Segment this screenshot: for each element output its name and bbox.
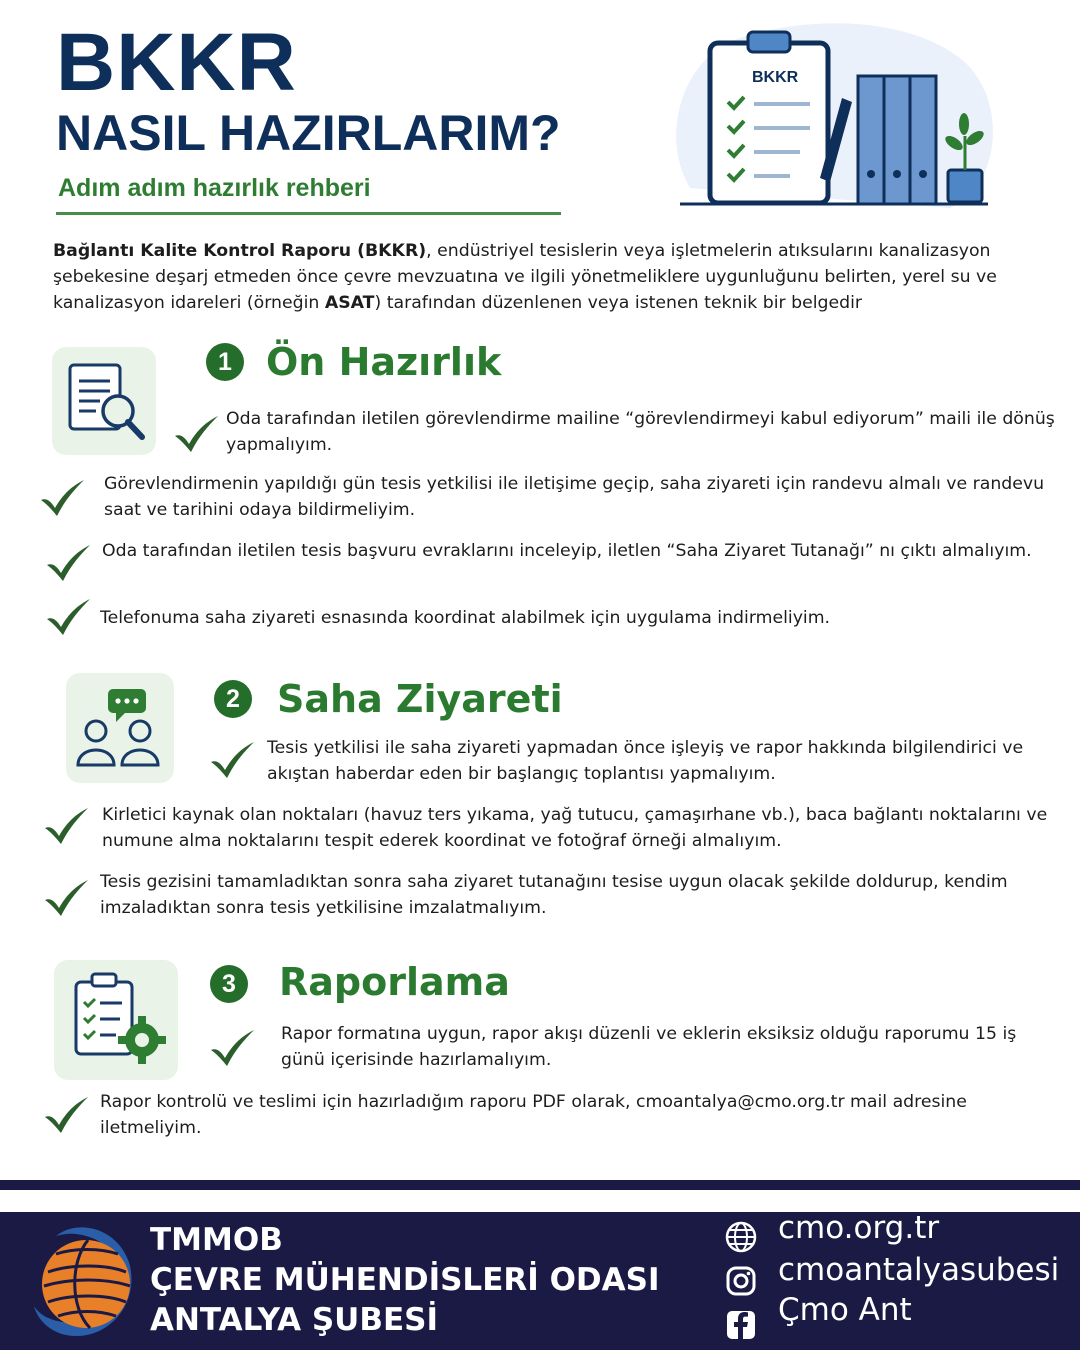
section-3-number: 3 (210, 965, 248, 1003)
list-item: Oda tarafından iletilen görevlendirme mailine “görevlendirmeyi kabul ediyorum” maili ile dönüş yapmalıyım. (226, 409, 1055, 455)
section-2-number: 2 (214, 680, 252, 718)
list-item: Kirletici kaynak olan noktaları (havuz ters yıkama, yağ tutucu, çamaşırhane vb.), baca bağlantı noktalarını ve numune alma noktalarını tespit ederek koordinat ve fotoğraf örneği almalıyım. (102, 805, 1048, 851)
list-item: Görevlendirmenin yapıldığı gün tesis yetkilisi ile iletişime geçip, saha ziyareti için randevu almalı ve randevu saat ve tarihini odaya bildirmeliyim. (104, 474, 1045, 520)
check-icon (44, 597, 92, 637)
list-item: Tesis yetkilisi ile saha ziyareti yapmadan önce işleyiş ve rapor hakkında bilgilendirici ve akıştan haberdar eden bir başlangıç toplantısı yapmalıyım. (267, 738, 1024, 784)
check-icon (42, 878, 90, 918)
page-subtitle: NASIL HAZIRLARIM? (56, 105, 561, 161)
intro-paragraph (53, 238, 1043, 316)
check-icon (42, 1095, 90, 1135)
org-line-1: TMMOB (150, 1222, 283, 1258)
footer (0, 1212, 1080, 1350)
clipboard-label: BKKR (752, 69, 799, 86)
check-icon (42, 806, 90, 846)
intro-bold-lead: Bağlantı Kalite Kontrol Raporu (BKKR) (53, 241, 427, 261)
check-icon (208, 1028, 256, 1068)
list-item: Rapor kontrolü ve teslimi için hazırladığım raporu PDF olarak, cmoantalya@cmo.org.tr mail adresine iletmeliyim. (100, 1092, 967, 1138)
page-title: BKKR (56, 17, 297, 108)
document-search-icon (52, 347, 156, 455)
instagram-link[interactable]: cmoantalyasubesi (778, 1252, 1060, 1288)
org-line-3: ANTALYA ŞUBESİ (150, 1302, 439, 1338)
website-link[interactable]: cmo.org.tr (778, 1210, 940, 1246)
section-2-icon-box (66, 673, 174, 783)
facebook-link[interactable]: Çmo Ant (778, 1292, 912, 1328)
people-chat-icon (66, 673, 174, 783)
check-icon (38, 478, 86, 518)
section-3-title: Raporlama (279, 960, 510, 1004)
check-icon (172, 414, 220, 454)
facebook-icon (724, 1308, 758, 1342)
org-line-2: ÇEVRE MÜHENDİSLERİ ODASI (150, 1262, 660, 1298)
intro-text-2: ) tarafından düzenlenen veya istenen teknik bir belgedir (374, 293, 862, 313)
list-item: Oda tarafından iletilen tesis başvuru evraklarını inceleyip, iletlen “Saha Ziyaret Tutanağı” nı çıktı almalıyım. (102, 541, 1032, 561)
instagram-icon (724, 1264, 758, 1298)
footer-divider (0, 1180, 1080, 1190)
list-item: Rapor formatına uygun, rapor akışı düzenli ve eklerin eksiksiz olduğu raporumu 15 iş günü içerisinde hazırlamalıyım. (281, 1024, 1017, 1070)
section-1-icon-box (52, 347, 156, 455)
intro-text-1: , endüstriyel tesislerin veya işletmelerin atıksularını kanalizasyon şebekesine deşarj etmeden önce çevre mevzuatına ve ilgili yönetmeliklere uygunluğunu belirten, yerel su ve kanalizasyon idareleri (örneğin (53, 241, 997, 313)
check-icon (208, 740, 256, 780)
section-1-title: Ön Hazırlık (266, 340, 502, 384)
list-item: Tesis gezisini tamamladıktan sonra saha ziyaret tutanağını tesise uygun olacak şekilde doldurup, kendim imzaladıktan sonra tesis yetkilisine imzalatmalıyım. (100, 872, 1008, 918)
clipboard-illustration (670, 18, 1000, 218)
intro-bold-org: ASAT (324, 293, 375, 313)
tagline: Adım adım hazırlık rehberi (58, 174, 371, 202)
section-2-title: Saha Ziyareti (277, 677, 563, 721)
check-icon (44, 543, 92, 583)
section-3-icon-box (54, 960, 178, 1080)
checklist-gear-icon (54, 960, 178, 1080)
globe-icon (724, 1220, 758, 1254)
list-item: Telefonuma saha ziyareti esnasında koordinat alabilmek için uygulama indirmeliyim. (100, 608, 831, 628)
section-1-number: 1 (206, 343, 244, 381)
cmo-globe-logo (26, 1218, 138, 1342)
tagline-underline (56, 212, 561, 215)
